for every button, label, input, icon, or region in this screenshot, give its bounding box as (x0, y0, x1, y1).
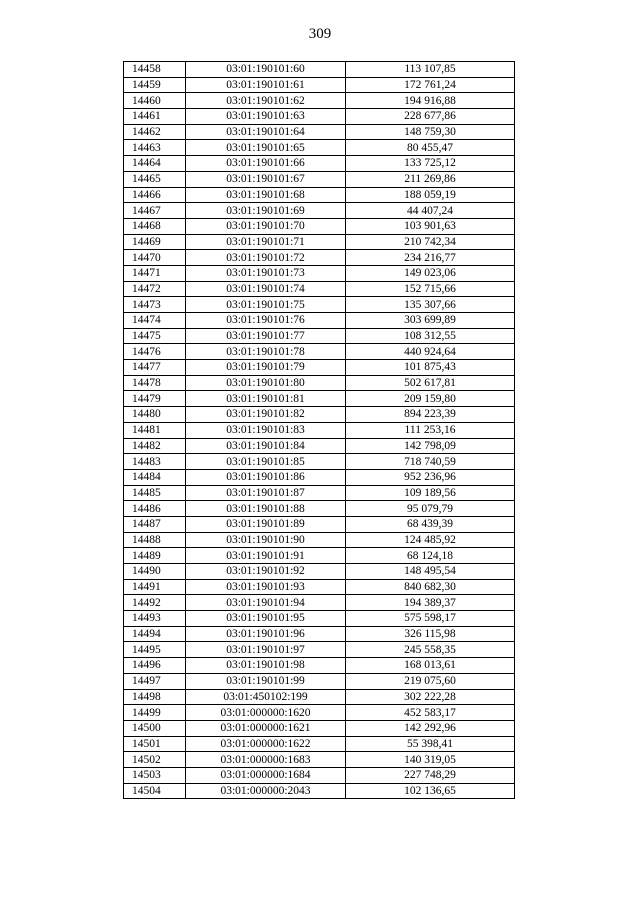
row-number-cell: 14504 (124, 783, 186, 799)
cadastral-value-cell: 149 023,06 (346, 265, 515, 281)
table-row (124, 720, 515, 736)
cadastral-number-cell: 03:01:190101:93 (186, 579, 346, 595)
row-number-cell: 14486 (124, 501, 186, 517)
table-row (124, 281, 515, 297)
cadastral-value-cell: 44 407,24 (346, 203, 515, 219)
page-number: 309 (308, 26, 332, 42)
cadastral-number-cell: 03:01:000000:1621 (186, 720, 346, 736)
table-row (124, 485, 515, 501)
table-row (124, 532, 515, 548)
cadastral-value-cell: 227 748,29 (346, 767, 515, 783)
cadastral-number-cell: 03:01:190101:65 (186, 140, 346, 156)
cadastral-number-cell: 03:01:190101:77 (186, 328, 346, 344)
table-row (124, 313, 515, 329)
cadastral-value-cell: 108 312,55 (346, 328, 515, 344)
cadastral-number-cell: 03:01:190101:69 (186, 203, 346, 219)
table-row (124, 611, 515, 627)
cadastral-value-cell: 95 079,79 (346, 501, 515, 517)
cadastral-number-cell: 03:01:190101:76 (186, 313, 346, 329)
cadastral-value-cell: 68 439,39 (346, 516, 515, 532)
table-row (124, 391, 515, 407)
cadastral-value-cell: 148 759,30 (346, 124, 515, 140)
cadastral-value-cell: 140 319,05 (346, 752, 515, 768)
row-number-cell: 14479 (124, 391, 186, 407)
table-row (124, 548, 515, 564)
cadastral-value-cell: 228 677,86 (346, 109, 515, 125)
table-row (124, 752, 515, 768)
table-row (124, 564, 515, 580)
cadastral-value-cell: 113 107,85 (346, 62, 515, 78)
cadastral-value-cell: 152 715,66 (346, 281, 515, 297)
cadastral-number-cell: 03:01:190101:62 (186, 93, 346, 109)
cadastral-number-cell: 03:01:190101:74 (186, 281, 346, 297)
cadastral-number-cell: 03:01:190101:99 (186, 673, 346, 689)
cadastral-value-cell: 194 389,37 (346, 595, 515, 611)
cadastral-number-cell: 03:01:190101:81 (186, 391, 346, 407)
cadastral-value-cell: 109 189,56 (346, 485, 515, 501)
table-row (124, 422, 515, 438)
cadastral-number-cell: 03:01:190101:88 (186, 501, 346, 517)
table-row (124, 438, 515, 454)
row-number-cell: 14481 (124, 422, 186, 438)
row-number-cell: 14460 (124, 93, 186, 109)
cadastral-number-cell: 03:01:190101:78 (186, 344, 346, 360)
table-row (124, 501, 515, 517)
cadastral-value-cell: 142 292,96 (346, 720, 515, 736)
row-number-cell: 14476 (124, 344, 186, 360)
cadastral-value-cell: 245 558,35 (346, 642, 515, 658)
cadastral-number-cell: 03:01:190101:67 (186, 171, 346, 187)
table-row (124, 658, 515, 674)
table-row (124, 673, 515, 689)
row-number-cell: 14488 (124, 532, 186, 548)
cadastral-value-cell: 211 269,86 (346, 171, 515, 187)
row-number-cell: 14501 (124, 736, 186, 752)
cadastral-value-cell: 142 798,09 (346, 438, 515, 454)
cadastral-value-cell: 124 485,92 (346, 532, 515, 548)
cadastral-number-cell: 03:01:190101:96 (186, 626, 346, 642)
registry-table (123, 61, 515, 799)
row-number-cell: 14462 (124, 124, 186, 140)
row-number-cell: 14475 (124, 328, 186, 344)
row-number-cell: 14477 (124, 360, 186, 376)
row-number-cell: 14498 (124, 689, 186, 705)
row-number-cell: 14465 (124, 171, 186, 187)
cadastral-number-cell: 03:01:190101:90 (186, 532, 346, 548)
cadastral-number-cell: 03:01:190101:92 (186, 564, 346, 580)
registry-table-body (124, 62, 515, 799)
cadastral-value-cell: 234 216,77 (346, 250, 515, 266)
table-row (124, 62, 515, 78)
cadastral-number-cell: 03:01:450102:199 (186, 689, 346, 705)
cadastral-number-cell: 03:01:190101:63 (186, 109, 346, 125)
cadastral-value-cell: 210 742,34 (346, 234, 515, 250)
row-number-cell: 14470 (124, 250, 186, 266)
cadastral-number-cell: 03:01:190101:87 (186, 485, 346, 501)
table-row (124, 93, 515, 109)
row-number-cell: 14497 (124, 673, 186, 689)
table-row (124, 109, 515, 125)
cadastral-value-cell: 452 583,17 (346, 705, 515, 721)
cadastral-value-cell: 440 924,64 (346, 344, 515, 360)
row-number-cell: 14487 (124, 516, 186, 532)
row-number-cell: 14485 (124, 485, 186, 501)
row-number-cell: 14499 (124, 705, 186, 721)
row-number-cell: 14473 (124, 297, 186, 313)
table-row (124, 705, 515, 721)
table-row (124, 626, 515, 642)
row-number-cell: 14466 (124, 187, 186, 203)
cadastral-number-cell: 03:01:190101:60 (186, 62, 346, 78)
row-number-cell: 14482 (124, 438, 186, 454)
cadastral-number-cell: 03:01:190101:79 (186, 360, 346, 376)
table-row (124, 328, 515, 344)
cadastral-number-cell: 03:01:190101:82 (186, 407, 346, 423)
cadastral-number-cell: 03:01:190101:71 (186, 234, 346, 250)
cadastral-number-cell: 03:01:000000:1684 (186, 767, 346, 783)
table-row (124, 360, 515, 376)
table-row (124, 344, 515, 360)
row-number-cell: 14495 (124, 642, 186, 658)
cadastral-value-cell: 111 253,16 (346, 422, 515, 438)
cadastral-value-cell: 135 307,66 (346, 297, 515, 313)
cadastral-value-cell: 840 682,30 (346, 579, 515, 595)
table-row (124, 77, 515, 93)
cadastral-number-cell: 03:01:190101:66 (186, 156, 346, 172)
cadastral-value-cell: 101 875,43 (346, 360, 515, 376)
cadastral-number-cell: 03:01:190101:98 (186, 658, 346, 674)
row-number-cell: 14469 (124, 234, 186, 250)
cadastral-number-cell: 03:01:190101:83 (186, 422, 346, 438)
cadastral-value-cell: 102 136,65 (346, 783, 515, 799)
cadastral-number-cell: 03:01:190101:95 (186, 611, 346, 627)
table-row (124, 124, 515, 140)
cadastral-number-cell: 03:01:190101:80 (186, 375, 346, 391)
table-row (124, 783, 515, 799)
cadastral-number-cell: 03:01:190101:70 (186, 218, 346, 234)
row-number-cell: 14502 (124, 752, 186, 768)
row-number-cell: 14493 (124, 611, 186, 627)
table-row (124, 297, 515, 313)
cadastral-number-cell: 03:01:190101:91 (186, 548, 346, 564)
row-number-cell: 14494 (124, 626, 186, 642)
table-row (124, 469, 515, 485)
cadastral-value-cell: 502 617,81 (346, 375, 515, 391)
cadastral-value-cell: 326 115,98 (346, 626, 515, 642)
cadastral-number-cell: 03:01:190101:89 (186, 516, 346, 532)
cadastral-value-cell: 80 455,47 (346, 140, 515, 156)
table-row (124, 595, 515, 611)
table-row (124, 407, 515, 423)
cadastral-value-cell: 302 222,28 (346, 689, 515, 705)
table-row (124, 156, 515, 172)
cadastral-number-cell: 03:01:190101:68 (186, 187, 346, 203)
row-number-cell: 14458 (124, 62, 186, 78)
row-number-cell: 14461 (124, 109, 186, 125)
cadastral-number-cell: 03:01:000000:2043 (186, 783, 346, 799)
table-row (124, 171, 515, 187)
row-number-cell: 14491 (124, 579, 186, 595)
row-number-cell: 14471 (124, 265, 186, 281)
cadastral-number-cell: 03:01:190101:73 (186, 265, 346, 281)
cadastral-number-cell: 03:01:190101:61 (186, 77, 346, 93)
row-number-cell: 14478 (124, 375, 186, 391)
table-row (124, 642, 515, 658)
row-number-cell: 14480 (124, 407, 186, 423)
table-row (124, 250, 515, 266)
cadastral-value-cell: 575 598,17 (346, 611, 515, 627)
table-row (124, 140, 515, 156)
row-number-cell: 14474 (124, 313, 186, 329)
table-row (124, 579, 515, 595)
cadastral-number-cell: 03:01:000000:1683 (186, 752, 346, 768)
cadastral-value-cell: 55 398,41 (346, 736, 515, 752)
row-number-cell: 14463 (124, 140, 186, 156)
row-number-cell: 14500 (124, 720, 186, 736)
row-number-cell: 14484 (124, 469, 186, 485)
cadastral-value-cell: 194 916,88 (346, 93, 515, 109)
cadastral-number-cell: 03:01:190101:86 (186, 469, 346, 485)
cadastral-number-cell: 03:01:190101:64 (186, 124, 346, 140)
cadastral-value-cell: 133 725,12 (346, 156, 515, 172)
table-row (124, 375, 515, 391)
cadastral-value-cell: 188 059,19 (346, 187, 515, 203)
table-row (124, 516, 515, 532)
row-number-cell: 14483 (124, 454, 186, 470)
table-row (124, 767, 515, 783)
row-number-cell: 14472 (124, 281, 186, 297)
cadastral-value-cell: 952 236,96 (346, 469, 515, 485)
cadastral-value-cell: 172 761,24 (346, 77, 515, 93)
row-number-cell: 14468 (124, 218, 186, 234)
cadastral-number-cell: 03:01:190101:72 (186, 250, 346, 266)
cadastral-number-cell: 03:01:190101:94 (186, 595, 346, 611)
table-row (124, 736, 515, 752)
table-row (124, 689, 515, 705)
cadastral-value-cell: 68 124,18 (346, 548, 515, 564)
table-row (124, 187, 515, 203)
cadastral-number-cell: 03:01:190101:75 (186, 297, 346, 313)
row-number-cell: 14489 (124, 548, 186, 564)
table-row (124, 218, 515, 234)
cadastral-value-cell: 303 699,89 (346, 313, 515, 329)
table-row (124, 265, 515, 281)
cadastral-number-cell: 03:01:000000:1622 (186, 736, 346, 752)
cadastral-value-cell: 209 159,80 (346, 391, 515, 407)
row-number-cell: 14490 (124, 564, 186, 580)
cadastral-value-cell: 103 901,63 (346, 218, 515, 234)
cadastral-value-cell: 168 013,61 (346, 658, 515, 674)
cadastral-value-cell: 219 075,60 (346, 673, 515, 689)
row-number-cell: 14492 (124, 595, 186, 611)
cadastral-number-cell: 03:01:000000:1620 (186, 705, 346, 721)
cadastral-number-cell: 03:01:190101:84 (186, 438, 346, 454)
row-number-cell: 14459 (124, 77, 186, 93)
cadastral-number-cell: 03:01:190101:97 (186, 642, 346, 658)
row-number-cell: 14496 (124, 658, 186, 674)
table-row (124, 454, 515, 470)
row-number-cell: 14467 (124, 203, 186, 219)
row-number-cell: 14503 (124, 767, 186, 783)
table-row (124, 203, 515, 219)
row-number-cell: 14464 (124, 156, 186, 172)
cadastral-value-cell: 894 223,39 (346, 407, 515, 423)
cadastral-value-cell: 718 740,59 (346, 454, 515, 470)
table-row (124, 234, 515, 250)
cadastral-number-cell: 03:01:190101:85 (186, 454, 346, 470)
cadastral-value-cell: 148 495,54 (346, 564, 515, 580)
